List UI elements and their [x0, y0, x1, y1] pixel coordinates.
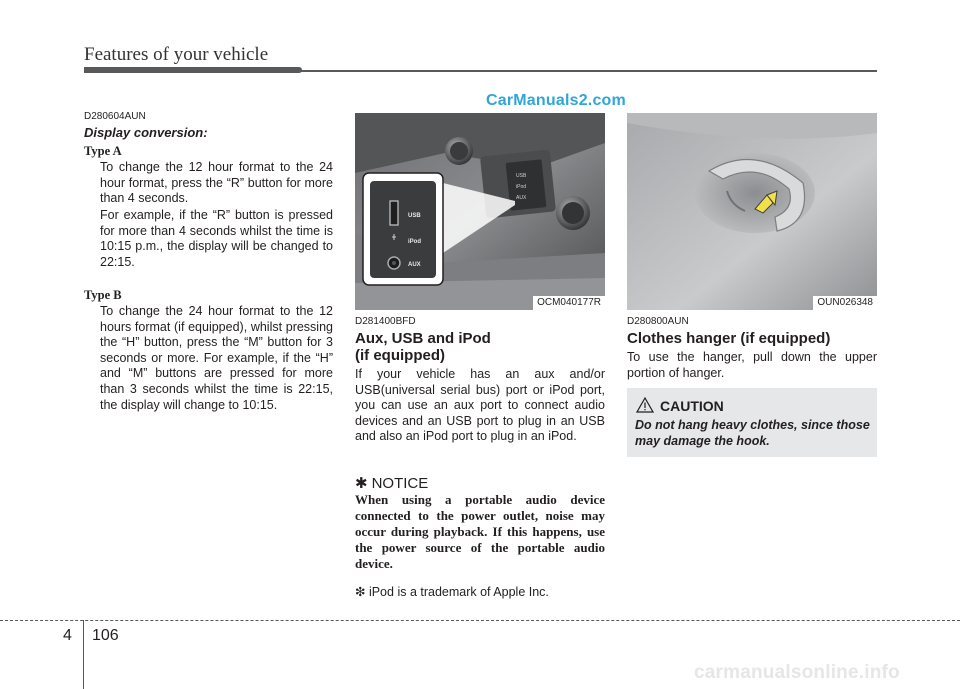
warning-triangle-icon — [636, 397, 654, 418]
hanger-illustration — [627, 113, 877, 310]
section-code-display: D280604AUN — [84, 111, 146, 122]
notice-heading — [355, 474, 428, 492]
aux-usb-ipod-title-line2: (if equipped) — [355, 347, 445, 364]
aux-usb-ipod-photo — [355, 113, 605, 310]
footer-rule — [0, 620, 960, 621]
caution-box — [627, 388, 877, 457]
type-a-paragraph-2: For example, if the “R” button is pressed for more than 4 seconds whilst the time is 10:15 p.m., the display will be changed to 22:15. — [100, 208, 333, 269]
type-a-paragraph-1: To change the 12 hour format to the 24 hour format, press the “R” button for more than 4 seconds. — [100, 160, 333, 206]
display-conversion-heading: Display conversion: — [84, 125, 208, 140]
type-b-label: Type B — [84, 288, 122, 302]
page-number: 106 — [92, 627, 119, 644]
svg-text:iPod: iPod — [516, 184, 527, 190]
section-code-hanger: D280800AUN — [627, 316, 689, 327]
aux-port-label: AUX — [408, 262, 421, 268]
notice-title: NOTICE — [371, 474, 429, 492]
svg-text:AUX: AUX — [516, 195, 527, 201]
clothes-hanger-photo — [627, 113, 877, 310]
type-a-label: Type A — [84, 144, 122, 158]
aux-usb-ipod-title-line1: Aux, USB and iPod — [355, 330, 491, 347]
footer-divider — [83, 620, 84, 689]
watermark-top[interactable]: CarManuals2.com — [486, 92, 626, 109]
clothes-hanger-title: Clothes hanger (if equipped) — [627, 330, 831, 347]
ipod-port-label: iPod — [408, 239, 421, 245]
notice-body: When using a portable audio device connected to the power outlet, noise may occur during playback. If this happens, use the power source of the portable audio device. — [355, 492, 605, 571]
usb-port-label: USB — [408, 213, 421, 219]
caution-title: CAUTION — [660, 398, 724, 414]
chapter-number: 4 — [63, 627, 72, 644]
clothes-hanger-body: To use the hanger, pull down the upper portion of hanger. — [627, 350, 877, 380]
svg-text:USB: USB — [516, 173, 527, 179]
page-header-title: Features of your vehicle — [84, 44, 269, 65]
section-code-aux: D281400BFD — [355, 316, 416, 327]
ipod-trademark-footnote: ❇ iPod is a trademark of Apple Inc. — [355, 585, 549, 599]
header-rule-accent — [84, 67, 302, 73]
aux-photo-caption: OCM040177R — [533, 296, 605, 310]
hanger-photo-caption: OUN026348 — [813, 296, 877, 310]
console-illustration — [355, 113, 605, 310]
watermark-bottom[interactable]: carmanualsonline.info — [694, 662, 900, 683]
type-b-paragraph: To change the 24 hour format to the 12 hours format (if equipped), whilst pressing the “H” button, press the “M” button for 3 seconds or more. For example, if the “H” and “M” buttons are pressed for more than 3 seconds whilst the time is 22:15, the display will change to 10:15. — [100, 304, 333, 412]
caution-text: Do not hang heavy clothes, since those may damage the hook. — [635, 418, 870, 448]
aux-usb-ipod-body: If your vehicle has an aux and/or USB(universal serial bus) port or iPod port, you can use an aux port to connect audio devices and an USB port to plug in an USB and also an iPod port to plug in an iPod. — [355, 367, 605, 444]
notice-star-icon: ✱ — [355, 475, 368, 492]
